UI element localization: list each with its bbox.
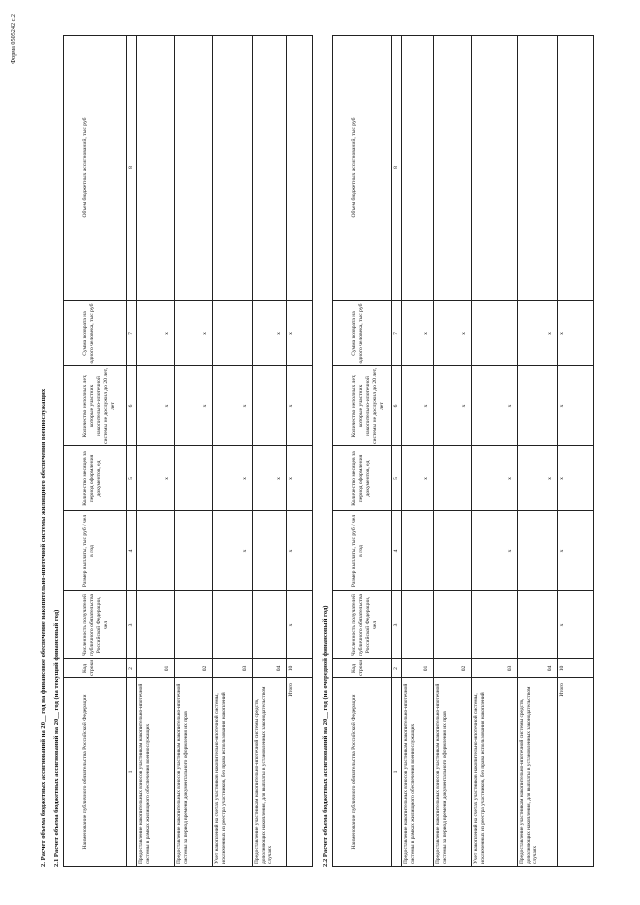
column-divider xyxy=(64,365,312,366)
cell-c6: x xyxy=(559,404,565,408)
column-number: 8 xyxy=(393,166,399,169)
column-number: 4 xyxy=(393,549,399,553)
column-number: 2 xyxy=(128,667,134,670)
column-header: Количество месяцев за период оформления документов, ед xyxy=(82,451,102,506)
total-label: Итого xyxy=(559,683,565,697)
column-divider xyxy=(64,300,312,301)
cell-c5: x xyxy=(547,477,553,480)
row-code: 04 xyxy=(276,665,282,672)
row-code: 02 xyxy=(202,665,208,672)
column-header: Количество неполных лет, которые участник накопительно-ипотечной системы не дослужил до 20 лет, лет xyxy=(82,367,116,444)
column-header: Объем бюджетных ассигнований, тыс руб xyxy=(82,117,88,218)
row-divider xyxy=(401,36,402,866)
row-divider xyxy=(212,36,213,866)
column-header: Численность получателей публичного обязательства Российской Федерации, чел xyxy=(82,593,109,657)
column-header: Размер выплаты, тыс руб / чел в год xyxy=(82,514,95,588)
row-divider xyxy=(286,36,287,866)
column-number: 5 xyxy=(128,477,134,480)
obligation-name: Учет накоплений на счетах участников накопительно-ипотечной системы, исключенных из реестра участников, без права использования накоплений xyxy=(473,692,486,864)
column-header: Код строки xyxy=(351,659,364,676)
column-number: 8 xyxy=(128,166,134,169)
column-number: 2 xyxy=(393,667,399,670)
cell-c6: x xyxy=(288,404,294,408)
cell-c3: x xyxy=(288,623,294,627)
column-number: 7 xyxy=(128,332,134,335)
cell-c6: x xyxy=(423,404,429,408)
column-header: Численность получателей публичного обязательства Российской Федерации, чел xyxy=(351,593,378,657)
cell-c7: x xyxy=(461,332,467,335)
row-code: 10 xyxy=(559,665,565,672)
cell-c7: x xyxy=(559,332,565,335)
column-number: 4 xyxy=(128,549,134,553)
column-divider xyxy=(64,590,312,591)
cell-c4: x xyxy=(507,549,513,553)
obligation-name: Предоставление участникам накопительно-ипотечной системы средств, дополняющих накопления, для выплаты в установленных законодательством случаях xyxy=(519,686,539,864)
row-code: 02 xyxy=(461,665,467,672)
cell-c6: x xyxy=(461,404,467,408)
column-divider xyxy=(64,677,312,678)
row-divider xyxy=(433,36,434,866)
cell-c4: x xyxy=(288,549,294,553)
total-label: Итого xyxy=(288,683,294,697)
cell-c5: x xyxy=(288,477,294,480)
column-divider xyxy=(64,445,312,446)
row-code: 03 xyxy=(507,665,513,672)
obligation-name: Предоставление накопительных взносов участникам накопительно-ипотечной системы за период времени документального оформления их прав xyxy=(435,683,448,864)
column-number: 3 xyxy=(393,623,399,627)
row-code: 01 xyxy=(423,665,429,672)
column-header: Сумма возврата на одного человека, тыс руб xyxy=(82,303,95,364)
cell-c6: x xyxy=(507,404,513,408)
column-divider xyxy=(64,510,312,511)
cell-c3: x xyxy=(559,623,565,627)
obligation-name: Предоставление накопительных взносов участникам накопительно-ипотечной системы в рамках жилищного обеспечения военнослужащих xyxy=(138,683,151,864)
cell-c7: x xyxy=(164,332,170,335)
cell-c6: x xyxy=(202,404,208,408)
row-code: 01 xyxy=(164,665,170,672)
column-divider xyxy=(64,658,312,659)
cell-c5: x xyxy=(423,477,429,480)
row-divider xyxy=(471,36,472,866)
row-code: 03 xyxy=(242,665,248,672)
column-number: 1 xyxy=(128,770,134,774)
table-current-year xyxy=(63,35,313,867)
row-divider xyxy=(126,36,127,866)
column-number: 7 xyxy=(393,332,399,335)
column-number: 1 xyxy=(393,770,399,774)
cell-c5: x xyxy=(242,477,248,480)
column-number: 6 xyxy=(393,404,399,408)
row-divider xyxy=(391,36,392,866)
obligation-name: Предоставление участникам накопительно-ипотечной системы средств, дополняющих накопления, для выплаты в установленных законодательством случаях xyxy=(254,686,274,864)
cell-c7: x xyxy=(547,332,553,335)
cell-c5: x xyxy=(559,477,565,480)
row-code: 10 xyxy=(288,665,294,672)
cell-c7: x xyxy=(288,332,294,335)
column-header: Количество месяцев за период оформления документов, ед xyxy=(351,451,371,506)
row-divider xyxy=(136,36,137,866)
column-header: Размер выплаты, тыс руб / чел в год xyxy=(351,514,364,588)
cell-c4: x xyxy=(242,549,248,553)
column-header: Код строки xyxy=(82,659,95,676)
cell-c5: x xyxy=(276,477,282,480)
column-divider xyxy=(333,590,593,591)
column-number: 3 xyxy=(128,623,134,627)
form-code: Форма 0505242 с.2 xyxy=(10,14,17,64)
cell-c5: x xyxy=(164,477,170,480)
column-header: Наименование публичного обязательства Российской Федерации xyxy=(82,694,88,850)
section-title: 2. Расчет объема бюджетных ассигнований на 20__ год на финансовое обеспечение накопительно-ипотечной системы жилищного обеспечения военнослужащих xyxy=(40,388,47,867)
row-divider xyxy=(557,36,558,866)
row-divider xyxy=(252,36,253,866)
cell-c7: x xyxy=(276,332,282,335)
obligation-name: Предоставление накопительных взносов участникам накопительно-ипотечной системы за период времени документального оформления их прав xyxy=(176,683,189,864)
cell-c6: x xyxy=(164,404,170,408)
table-next-year xyxy=(332,35,594,867)
column-number: 6 xyxy=(128,404,134,408)
column-divider xyxy=(333,510,593,511)
column-number: 5 xyxy=(393,477,399,480)
cell-c5: x xyxy=(507,477,513,480)
cell-c6: x xyxy=(242,404,248,408)
cell-c4: x xyxy=(559,549,565,553)
cell-c7: x xyxy=(202,332,208,335)
obligation-name: Учет накоплений на счетах участников накопительно-ипотечной системы, исключенных из реестра участников, без права использования накоплений xyxy=(214,692,227,864)
obligation-name: Предоставление накопительных взносов участникам накопительно-ипотечной системы в рамках жилищного обеспечения военнослужащих xyxy=(403,683,416,864)
cell-c7: x xyxy=(423,332,429,335)
column-header: Количество неполных лет, которые участник накопительно-ипотечной системы не дослужил до 20 лет, лет xyxy=(351,367,385,444)
column-header: Сумма возврата на одного человека, тыс руб xyxy=(351,303,364,364)
column-header: Наименование публичного обязательства Российской Федерации xyxy=(351,694,357,850)
column-header: Объем бюджетных ассигнований, тыс руб xyxy=(351,117,357,218)
section1-title: 2.1 Расчет объема бюджетных ассигнований на 20__ год (на текущий финансовый год) xyxy=(53,609,60,867)
row-divider xyxy=(174,36,175,866)
section2-title: 2.2 Расчет объема бюджетных ассигнований на 20__ год (на очередной финансовый год) xyxy=(322,605,329,867)
row-code: 04 xyxy=(547,665,553,672)
row-divider xyxy=(517,36,518,866)
